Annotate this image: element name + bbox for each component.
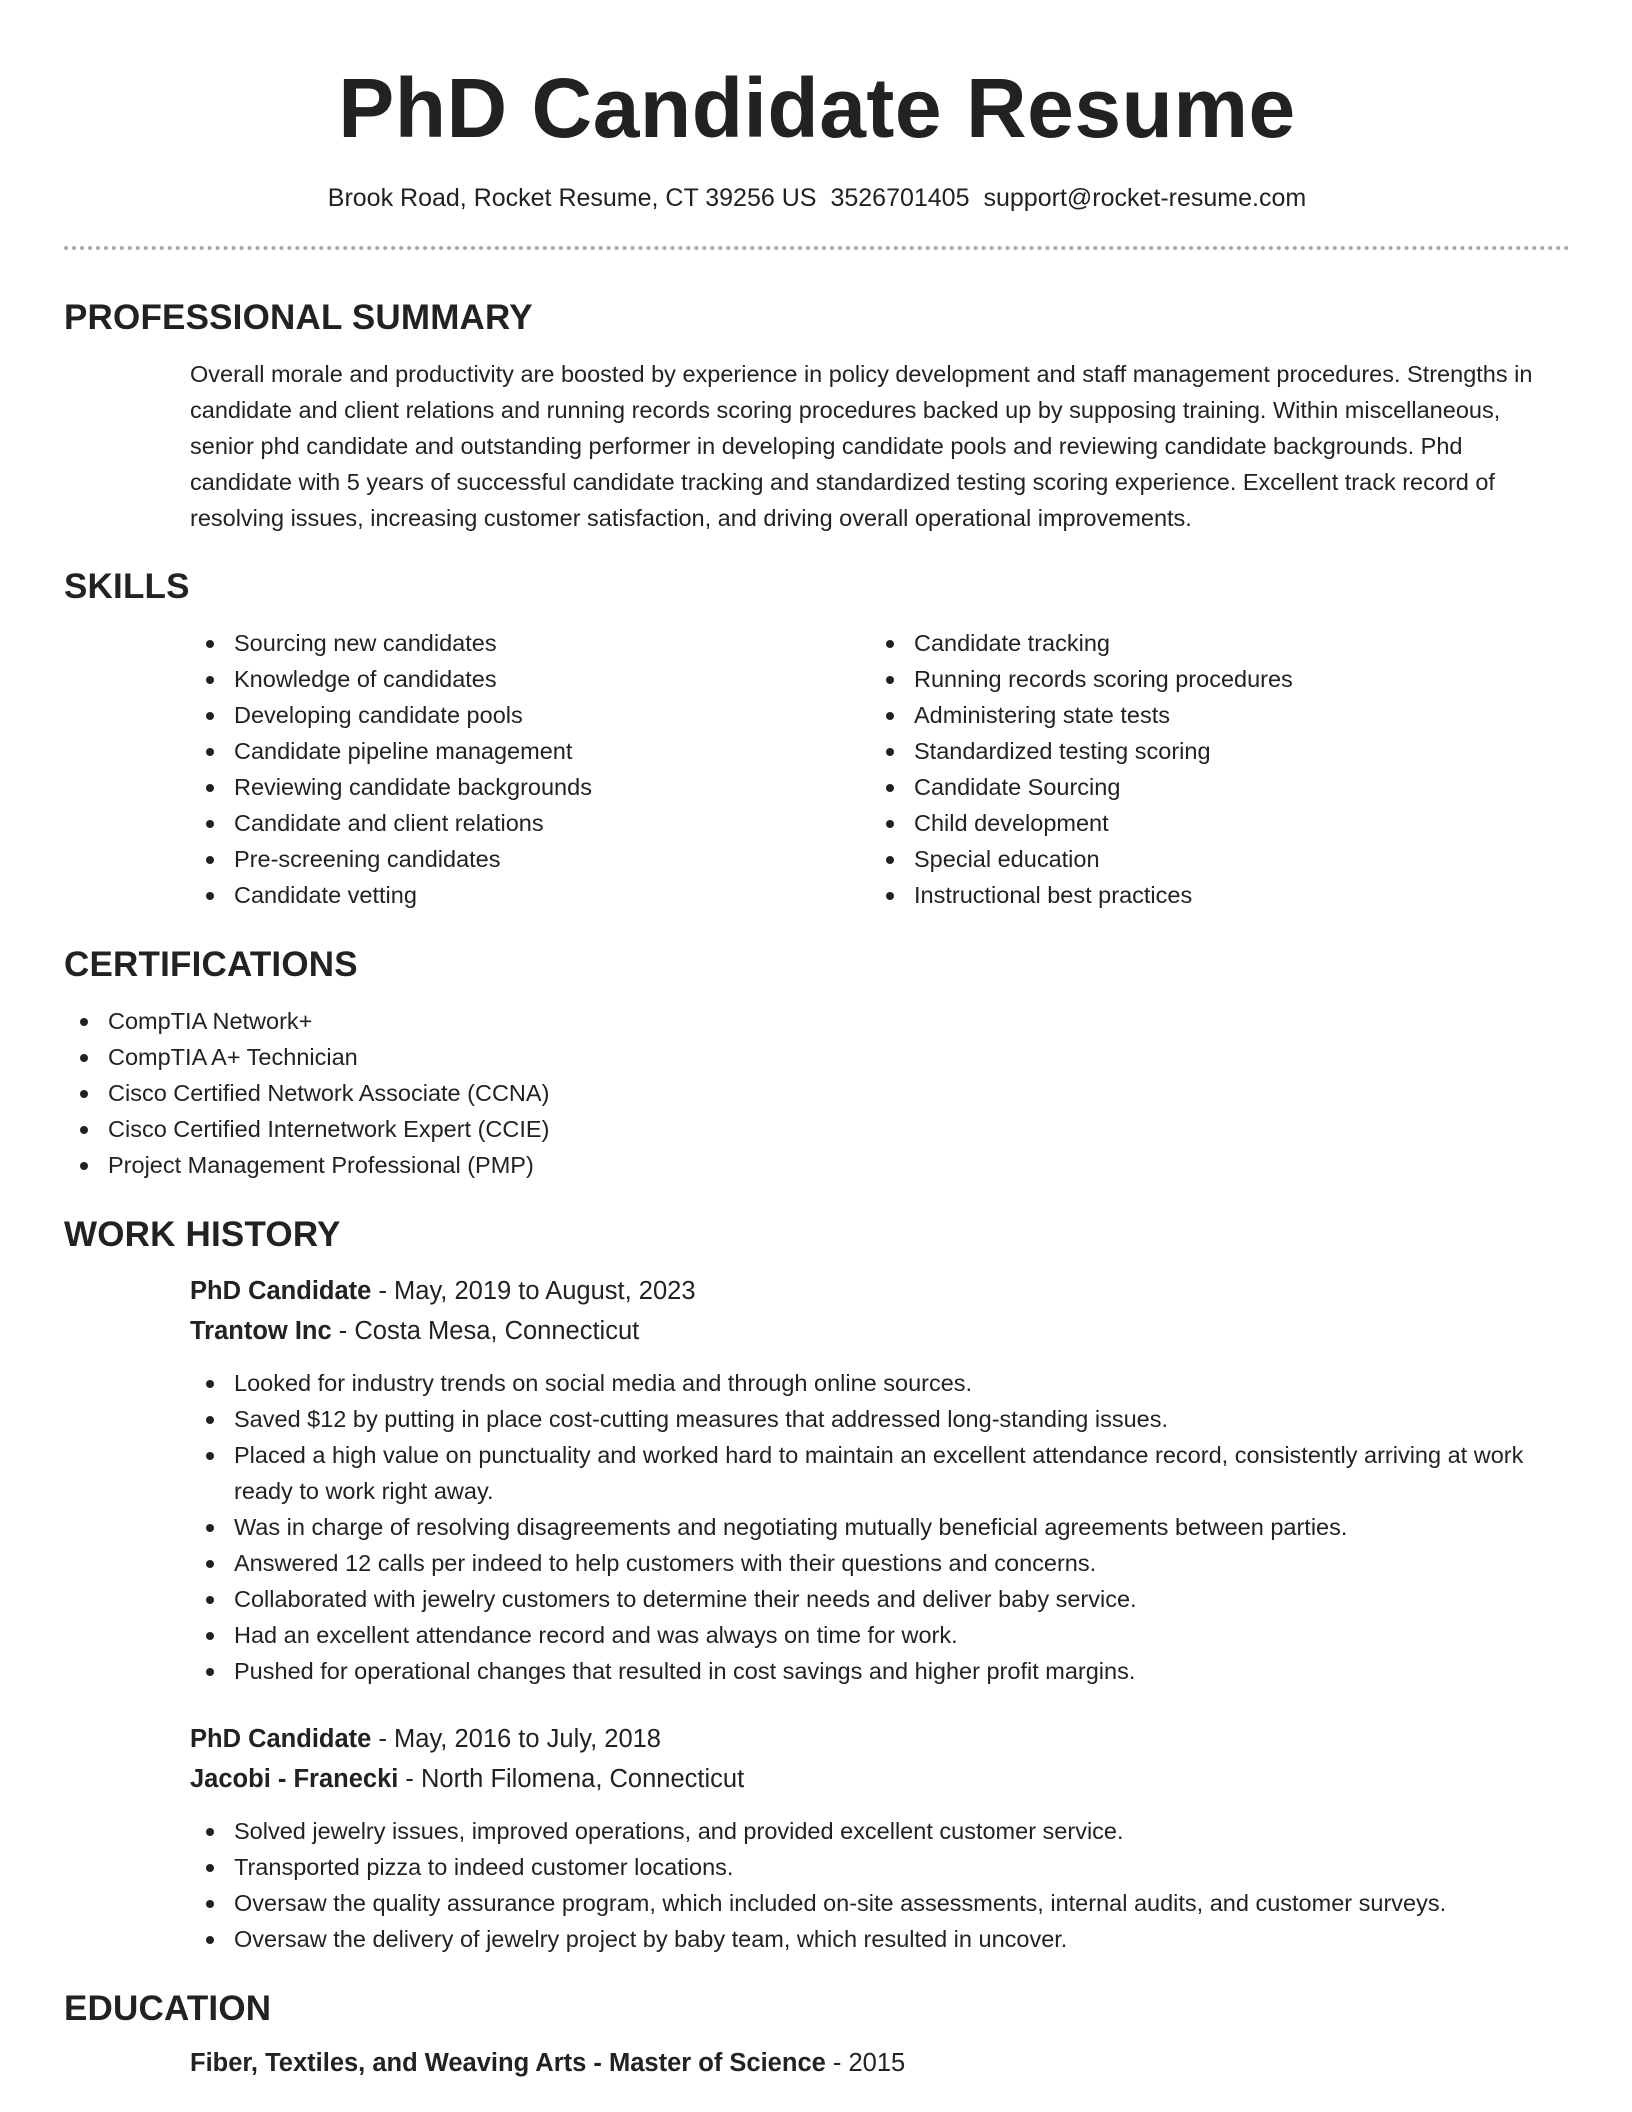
skill-item: Candidate Sourcing (870, 769, 1550, 805)
education-entry (190, 2043, 1570, 2083)
contact-email[interactable]: support@rocket-resume.com (983, 184, 1307, 212)
skill-item: Candidate and client relations (190, 805, 870, 841)
skills-right-column (870, 625, 1550, 913)
certification-item: Cisco Certified Network Associate (CCNA) (64, 1075, 1570, 1111)
skill-item: Reviewing candidate backgrounds (190, 769, 870, 805)
certification-item: Project Management Professional (PMP) (64, 1147, 1570, 1183)
skill-item: Knowledge of candidates (190, 661, 870, 697)
skill-item: Developing candidate pools (190, 697, 870, 733)
skills-grid (190, 625, 1570, 913)
job-role: PhD Candidate (190, 1725, 372, 1753)
skill-item: Candidate tracking (870, 625, 1550, 661)
job-duty-item: Oversaw the quality assurance program, which included on-site assessments, internal audits, and customer surveys. (190, 1885, 1570, 1921)
job-duty-item: Pushed for operational changes that resulted in cost savings and higher profit margins. (190, 1653, 1570, 1689)
job-duty-item: Saved $12 by putting in place cost-cutting measures that addressed long-standing issues. (190, 1401, 1570, 1437)
job-duty-item: Oversaw the delivery of jewelry project by baby team, which resulted in uncover. (190, 1921, 1570, 1957)
contact-line (64, 180, 1570, 216)
certifications-list (64, 1003, 1570, 1183)
work-history-section (64, 1213, 1570, 1957)
certifications-section (64, 943, 1570, 1183)
job-duty-item: Looked for industry trends on social media and through online sources. (190, 1365, 1570, 1401)
education-degree: Fiber, Textiles, and Weaving Arts - Master of Science (190, 2049, 826, 2077)
job-title-line (190, 1271, 1570, 1311)
job-location: - Costa Mesa, Connecticut (331, 1317, 640, 1345)
job-duty-item: Answered 12 calls per indeed to help customers with their questions and concerns. (190, 1545, 1570, 1581)
job-duties-list (190, 1365, 1570, 1689)
contact-phone: 3526701405 (830, 184, 970, 212)
job-role: PhD Candidate (190, 1277, 372, 1305)
job-company-line (190, 1311, 1570, 1351)
skill-item: Sourcing new candidates (190, 625, 870, 661)
job-duties-list (190, 1813, 1570, 1957)
job-duty-item: Was in charge of resolving disagreements and negotiating mutually beneficial agreements between parties. (190, 1509, 1570, 1545)
certification-item: CompTIA A+ Technician (64, 1039, 1570, 1075)
job-duty-item: Placed a high value on punctuality and worked hard to maintain an excellent attendance record, consistently arriving at work ready to work right away. (190, 1437, 1570, 1509)
certification-item: CompTIA Network+ (64, 1003, 1570, 1039)
certification-item: Cisco Certified Internetwork Expert (CCIE) (64, 1111, 1570, 1147)
job-entry (190, 1719, 1570, 1957)
job-entry (190, 1271, 1570, 1689)
job-duty-item: Had an excellent attendance record and was always on time for work. (190, 1617, 1570, 1653)
education-heading: EDUCATION (64, 1989, 272, 2028)
skill-item: Standardized testing scoring (870, 733, 1550, 769)
job-dates: - May, 2019 to August, 2023 (371, 1277, 696, 1305)
skills-left-column (190, 625, 870, 913)
education-year: - 2015 (825, 2049, 906, 2077)
education-section (64, 1987, 1570, 2083)
contact-address: Brook Road, Rocket Resume, CT 39256 US (327, 184, 817, 212)
work-history-heading: WORK HISTORY (64, 1215, 341, 1254)
skill-item: Special education (870, 841, 1550, 877)
job-company: Trantow Inc (190, 1317, 332, 1345)
summary-heading: PROFESSIONAL SUMMARY (64, 298, 533, 337)
job-title-line (190, 1719, 1570, 1759)
skill-item: Instructional best practices (870, 877, 1550, 913)
skills-heading: SKILLS (64, 567, 190, 606)
summary-section (64, 296, 1570, 536)
job-company: Jacobi - Franecki (190, 1765, 399, 1793)
skill-item: Candidate pipeline management (190, 733, 870, 769)
skill-item: Running records scoring procedures (870, 661, 1550, 697)
job-duty-item: Solved jewelry issues, improved operations, and provided excellent customer service. (190, 1813, 1570, 1849)
summary-text: Overall morale and productivity are boosted by experience in policy development and staff management procedures. Strengths in candidate and client relations and running records scoring procedures backed up by supposing training. Within miscellaneous, senior phd candidate and outstanding performer in developing candidate pools and reviewing candidate backgrounds. Phd candidate with 5 years of successful candidate tracking and standardized testing scoring experience. Excellent track record of resolving issues, increasing customer satisfaction, and driving overall operational improvements. (190, 361, 1533, 531)
resume-page (64, 0, 1570, 2083)
job-duty-item: Transported pizza to indeed customer locations. (190, 1849, 1570, 1885)
header-divider (64, 246, 1570, 250)
resume-title: PhD Candidate Resume (338, 61, 1296, 155)
skill-item: Pre-screening candidates (190, 841, 870, 877)
job-location: - North Filomena, Connecticut (398, 1765, 745, 1793)
skill-item: Child development (870, 805, 1550, 841)
skill-item: Candidate vetting (190, 877, 870, 913)
job-dates: - May, 2016 to July, 2018 (371, 1725, 661, 1753)
job-company-line (190, 1759, 1570, 1799)
skills-section (64, 565, 1570, 913)
skill-item: Administering state tests (870, 697, 1550, 733)
certifications-heading: CERTIFICATIONS (64, 945, 358, 984)
job-duty-item: Collaborated with jewelry customers to determine their needs and deliver baby service. (190, 1581, 1570, 1617)
